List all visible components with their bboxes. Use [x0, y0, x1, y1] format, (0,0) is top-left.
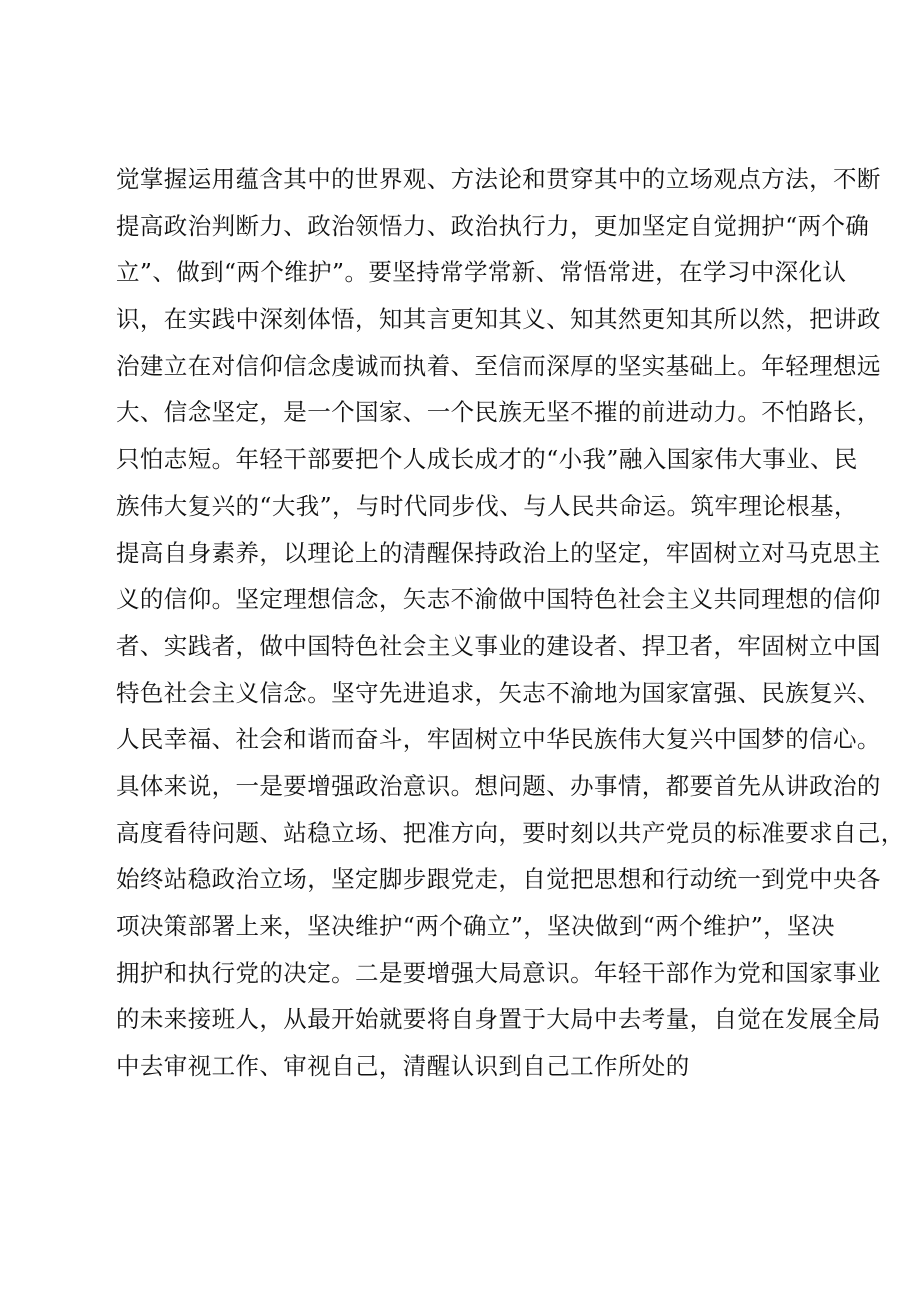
text-line: 特色社会主义信念。坚守先进追求，矢志不渝地为国家富强、民族复兴、	[116, 678, 881, 707]
text-line: 识，在实践中深刻体悟，知其言更知其义、知其然更知其所以然，把讲政	[116, 305, 881, 334]
text-line: 人民幸福、社会和谐而奋斗，牢固树立中华民族伟大复兴中国梦的信心。	[116, 725, 881, 754]
text-line: 始终站稳政治立场，坚定脚步跟党走，自觉把思想和行动统一到党中央各	[116, 865, 881, 894]
text-line: 族伟大复兴的“大我”，与时代同步伐、与人民共命运。筑牢理论根基，	[116, 491, 858, 520]
text-line: 拥护和执行党的决定。二是要增强大局意识。年轻干部作为党和国家事业	[116, 958, 881, 987]
text-line: 高度看待问题、站稳立场、把准方向，要时刻以共产党员的标准要求自己，	[116, 818, 905, 847]
text-line: 提高政治判断力、政治领悟力、政治执行力，更加坚定自觉拥护“两个确	[116, 211, 870, 240]
text-line: 具体来说，一是要增强政治意识。想问题、办事情，都要首先从讲政治的	[116, 771, 881, 800]
text-line: 觉掌握运用蕴含其中的世界观、方法论和贯穿其中的立场观点方法，不断	[116, 165, 881, 193]
text-line: 立”、做到“两个维护”。要坚持常学常新、常悟常进，在学习中深化认	[116, 258, 847, 287]
text-line: 大、信念坚定，是一个国家、一个民族无坚不摧的前进动力。不怕路长，	[116, 398, 881, 427]
text-line: 者、实践者，做中国特色社会主义事业的建设者、捍卫者，牢固树立中国	[116, 631, 881, 660]
text-line: 的未来接班人，从最开始就要将自身置于大局中去考量，自觉在发展全局	[116, 1005, 881, 1034]
text-line: 治建立在对信仰信念虔诚而执着、至信而深厚的坚实基础上。年轻理想远	[116, 351, 881, 380]
text-line: 中去审视工作、审视自己，清醒认识到自己工作所处的	[116, 1052, 690, 1081]
text-line: 只怕志短。年轻干部要把个人成长成才的“小我”融入国家伟大事业、民	[116, 445, 858, 474]
body-text	[116, 156, 905, 1090]
text-line: 义的信仰。坚定理想信念，矢志不渝做中国特色社会主义共同理想的信仰	[116, 585, 881, 614]
text-line: 项决策部署上来，坚决维护“两个确立”，坚决做到“两个维护”，坚决	[116, 912, 835, 940]
text-line: 提高自身素养，以理论上的清醒保持政治上的坚定，牢固树立对马克思主	[116, 538, 881, 567]
